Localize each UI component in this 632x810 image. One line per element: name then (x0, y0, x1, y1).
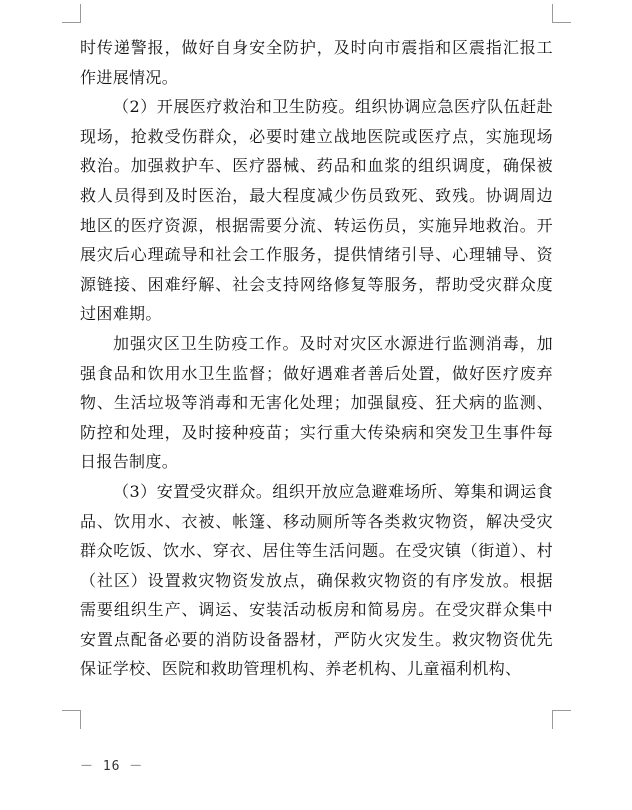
paragraph-text: 加强灾区卫生防疫工作。及时对灾区水源进行监测消毒，加强食品和饮用水卫生监督；做好遇难者善后处置，做好医疗废弃物、生活垃圾等消毒和无害化处理；加强鼠疫、狂犬病的监测、防控和处理，及时接种疫苗；实行重大传染病和突发卫生事件每日报告制度。 (80, 333, 553, 472)
section-heading-resettle: （3）安置受灾群众。 (113, 481, 273, 501)
paragraph-text: 组织协调应急医疗队伍赶赴现场，抢救受伤群众，必要时建立战地医院或医疗点，实施现场救治。加强救护车、医疗器械、药品和血浆的组织调度，确保被救人员得到及时医治，最大程度减少伤员致死、致残。协调周边地区的医疗资源，根据需要分流、转运伤员，实施异地救治。开展灾后心理疏导和社会工作服务，提供情绪引导、心理辅导、资源链接、困难纾解、社会支持网络修复等服务，帮助受灾群众度过困难期。 (80, 97, 553, 324)
crop-mark-bottom-left (62, 710, 81, 729)
paragraph-medical-rescue (80, 92, 553, 329)
page-number: － 16 － (80, 759, 144, 774)
paragraph-resettle-victims (80, 477, 553, 684)
document-body (80, 33, 553, 684)
paragraph-epidemic-prevention (80, 329, 553, 477)
crop-mark-bottom-right (552, 710, 571, 729)
paragraph-text: 组织开放应急避难场所、筹集和调运食品、饮用水、衣被、帐篷、移动厕所等各类救灾物资，解决受灾群众吃饭、饮水、穿衣、居住等生活问题。在受灾镇（街道）、村（社区）设置救灾物资发放点，确保救灾物资的有序发放。根据需要组织生产、调运、安装活动板房和简易房。在受灾群众集中安置点配备必要的消防设备器材，严防火灾发生。救灾物资优先保证学校、医院和救助管理机构、养老机构、儿童福利机构、 (80, 481, 553, 679)
paragraph-text: 时传递警报，做好自身安全防护，及时向市震指和区震指汇报工作进展情况。 (80, 38, 553, 87)
section-heading-medical: （2）开展医疗救治和卫生防疫。 (113, 97, 355, 117)
crop-mark-top-left (62, 4, 81, 23)
paragraph-continuation (80, 33, 553, 92)
crop-mark-top-right (552, 4, 571, 23)
